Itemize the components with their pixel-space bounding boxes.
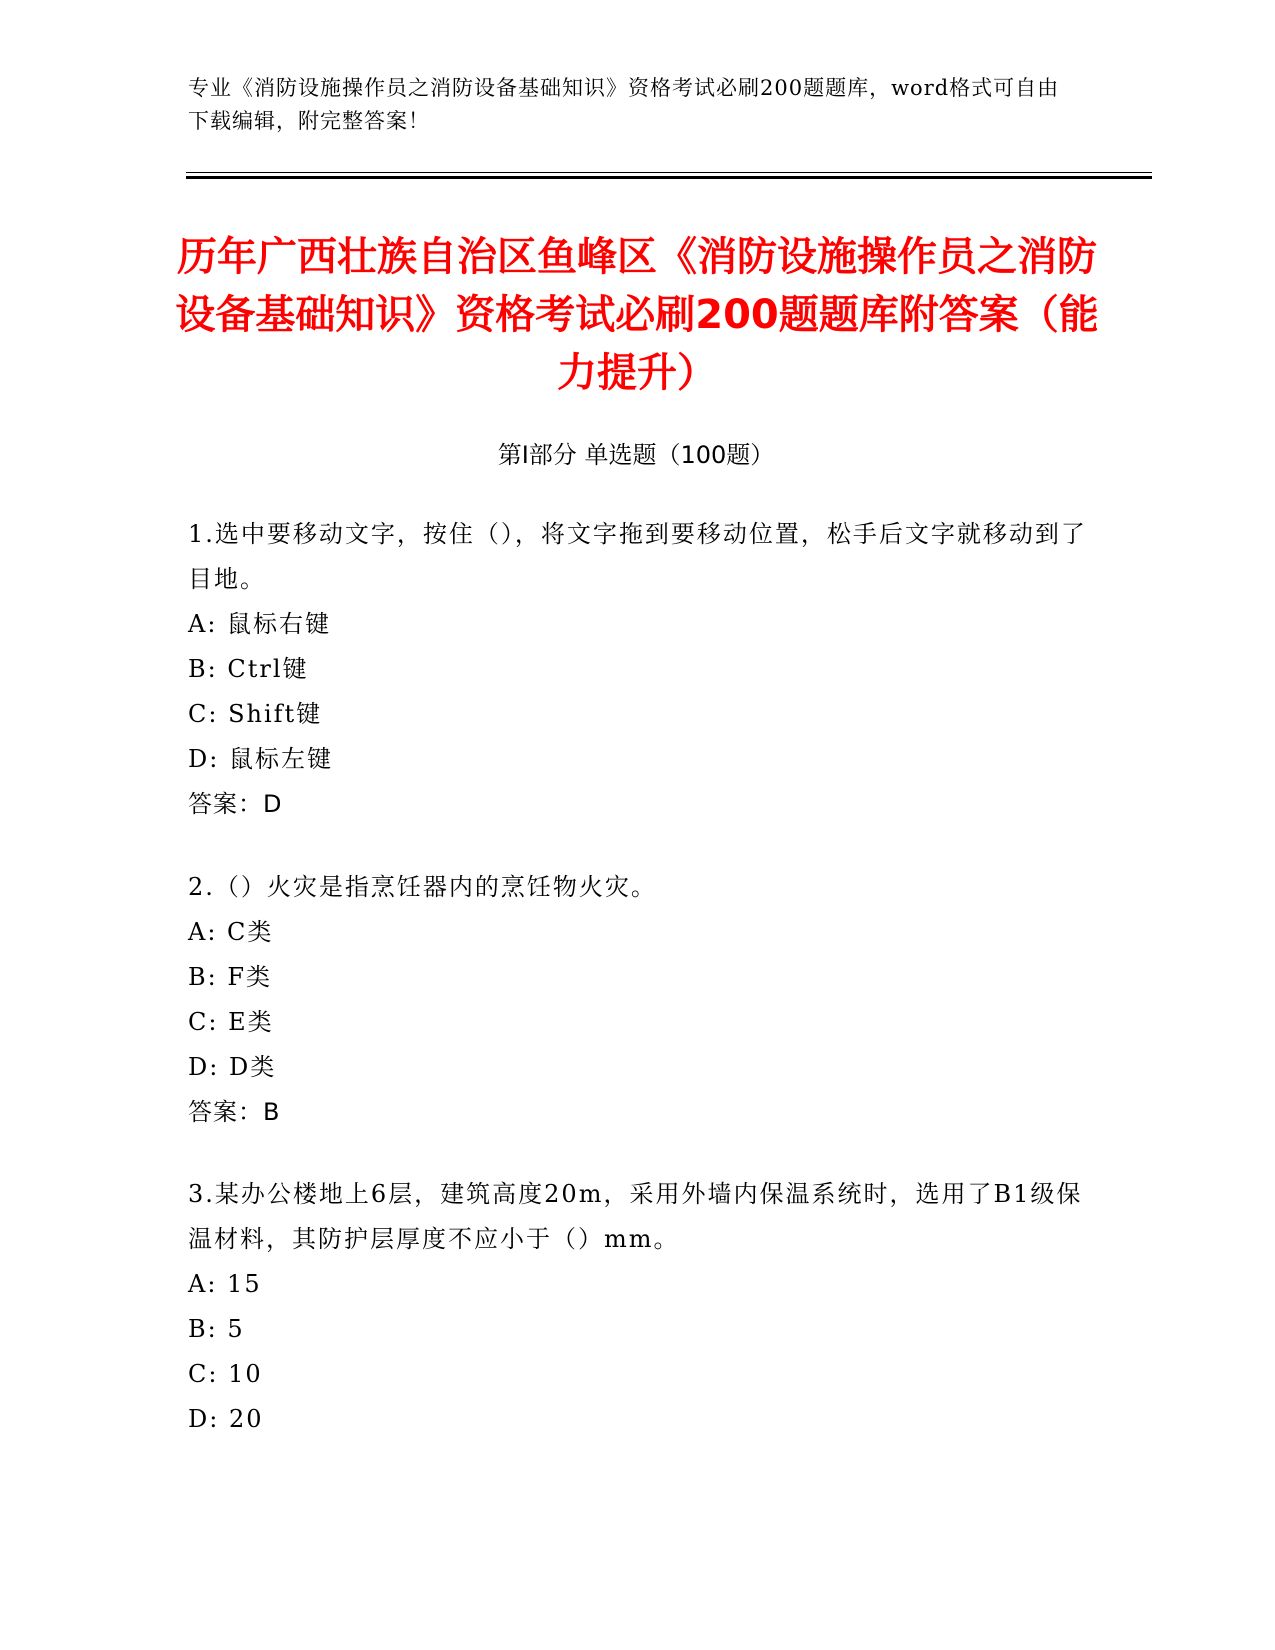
section-title: 第Ⅰ部分 单选题（100题） [497,441,775,469]
option-c: C: E类 [188,1008,274,1036]
option-b: B: Ctrl键 [188,655,309,683]
option-c: C: 10 [188,1360,263,1388]
option-d: D: D类 [188,1053,277,1081]
question-stem: 3.某办公楼地上6层，建筑高度20m，采用外墙内保温系统时，选用了B1级保温材料，其防护层厚度不应小于（）mm。 [188,1180,1083,1253]
option-b: B: F类 [188,963,273,991]
option-a: A: 15 [188,1270,262,1298]
option-c: C: Shift键 [188,700,323,728]
option-b: B: 5 [188,1315,245,1343]
answer-line: 答案：B [188,1098,281,1126]
option-a: A: C类 [188,918,274,946]
option-d: D: 20 [188,1405,264,1433]
option-a: A: 鼠标右键 [188,610,332,638]
header-note: 专业《消防设施操作员之消防设备基础知识》资格考试必刷200题题库，word格式可自由下载编辑，附完整答案！ [188,76,1060,133]
question-1 [188,512,1088,827]
option-d: D: 鼠标左键 [188,745,333,773]
question-3 [188,1172,1088,1442]
header-divider-thick [186,176,1152,179]
question-stem: 1.选中要移动文字，按住（），将文字拖到要移动位置，松手后文字就移动到了目地。 [188,520,1087,593]
question-2 [188,865,1088,1135]
question-stem: 2.（）火灾是指烹饪器内的烹饪物火灾。 [188,873,657,901]
answer-line: 答案：D [188,790,283,818]
document-title: 历年广西壮族自治区鱼峰区《消防设施操作员之消防设备基础知识》资格考试必刷200题题库附答案（能力提升） [175,234,1099,396]
header-divider-thin [186,172,1152,173]
